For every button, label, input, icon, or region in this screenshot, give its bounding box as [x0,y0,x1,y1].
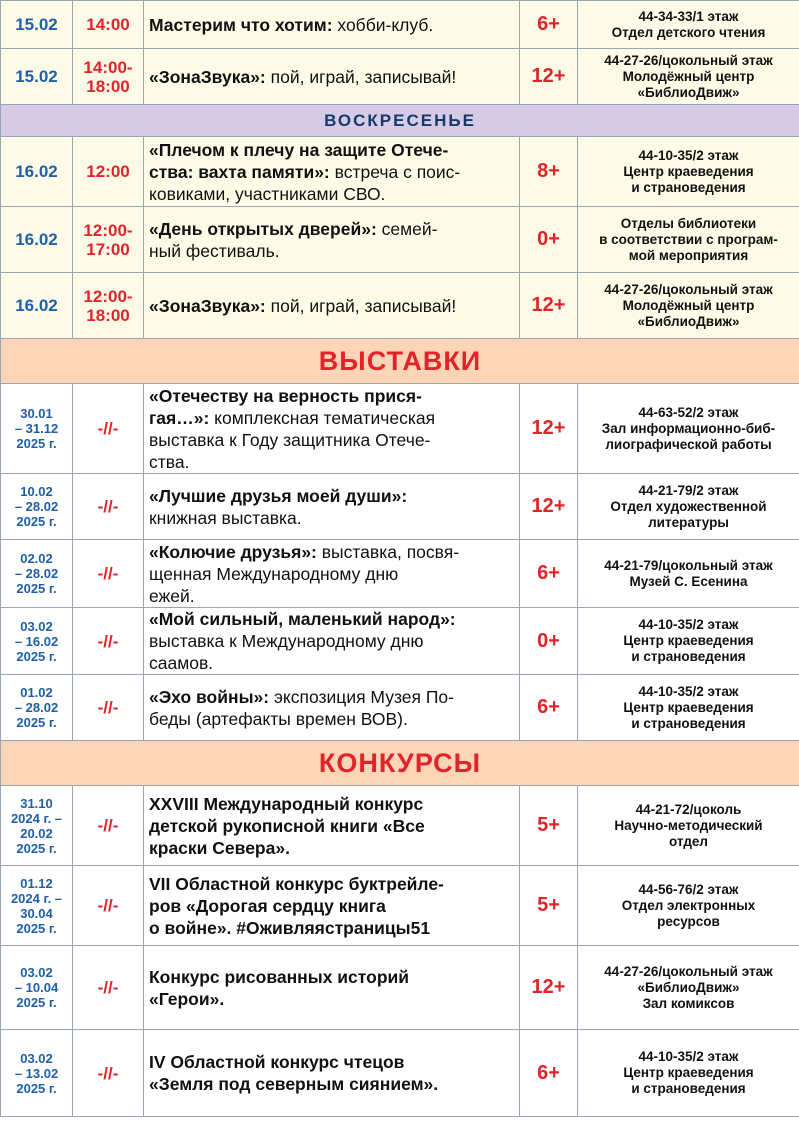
text-line: 20.02 [20,825,53,841]
event-row [1,1030,799,1117]
text-line: 2025 г. [16,715,57,730]
age-rating: 5+ [520,866,578,946]
desc-line [149,139,515,161]
text-line: – 13.02 [14,1065,59,1081]
event-location [578,946,799,1030]
event-row [1,384,799,474]
event-title: гая…»: [149,407,210,428]
text-line: 2025 г. [16,920,57,936]
age-rating: 12+ [520,946,578,1030]
text-line: 2024 г. – [10,810,63,826]
text-line: 44-10-35/2 этаж [638,683,739,699]
text-line: Центр краеведения [623,699,754,715]
event-date [1,675,73,741]
time-line: 17:00 [86,239,130,259]
text-line: 44-21-79/цокольный этаж [604,557,773,573]
text-line: – 28.02 [14,499,59,514]
desc-line [149,218,515,240]
event-date: 16.02 [1,273,73,339]
text-line: 01.02 [20,685,53,700]
text-line: и страноведения [631,179,746,195]
desc-line [149,686,515,708]
text-line: 03.02 [20,1050,53,1066]
event-date [1,786,73,866]
text-line: 2024 г. – [10,890,63,906]
text-line: «Герои». [149,988,225,1009]
text-line: Молодёжный центр [622,297,755,313]
time-line: 14:00- [83,57,133,77]
event-description [144,1030,520,1117]
event-time: -//- [73,946,144,1030]
event-time: -//- [73,540,144,608]
event-row [1,608,799,675]
age-rating: 6+ [520,675,578,741]
event-time [73,49,144,105]
event-row [1,786,799,866]
event-row [1,474,799,540]
event-text: ный фестиваль. [149,240,280,261]
event-text: хобби-клуб. [332,14,434,35]
text-line: отдел [669,833,708,849]
event-title: «Лучшие друзья моей души»: [149,485,408,506]
event-description [144,474,520,540]
age-rating: 12+ [520,273,578,339]
event-description [144,384,520,474]
text-line: 44-34-33/1 этаж [638,8,739,24]
event-description [144,49,520,105]
event-location [578,273,799,339]
text-line: 2025 г. [16,840,57,856]
desc-line [149,14,515,36]
event-text: беды (артефакты времен ВОВ). [149,708,408,729]
time-line: 12:00- [83,286,133,306]
event-text: выставка к Году защитника Отече- [149,429,431,450]
text-line: и страноведения [631,1081,746,1096]
age-rating: 0+ [520,207,578,273]
section-title: КОНКУРСЫ [1,741,799,786]
text-line: 44-10-35/2 этаж [638,617,739,632]
age-rating: 6+ [520,540,578,608]
event-time: -//- [73,866,144,946]
desc-line [149,585,515,607]
desc-line [149,385,515,407]
event-date: 15.02 [1,49,73,105]
text-line: – 28.02 [14,700,59,715]
desc-line [149,630,515,652]
text-line: 44-27-26/цокольный этаж [604,52,773,68]
desc-line [149,507,515,529]
section-title: ВОСКРЕСЕНЬЕ [1,105,799,137]
text-line: 44-21-79/2 этаж [638,482,739,498]
event-text: комплексная тематическая [209,407,436,428]
desc-line [149,541,515,563]
desc-line [149,66,515,88]
event-date [1,608,73,675]
event-row [1,540,799,608]
event-location [578,675,799,741]
event-date: 16.02 [1,207,73,273]
event-row [1,946,799,1030]
text-line: Отдел электронных [621,897,756,913]
event-row [1,137,799,207]
event-location [578,1030,799,1117]
event-location [578,137,799,207]
desc-line [149,652,515,674]
text-line: 44-27-26/цокольный этаж [604,281,773,297]
text-line: Зал комиксов [642,995,735,1011]
event-row [1,273,799,339]
age-rating: 8+ [520,137,578,207]
text-line: Музей С. Есенина [629,573,748,589]
event-location [578,786,799,866]
event-text: экспозиция Музея По- [269,686,454,707]
event-text: щенная Международному дню [149,563,399,584]
event-text: саамов. [149,653,214,673]
text-line: 44-10-35/2 этаж [638,1049,739,1064]
text-line: Отдел художественной [610,498,767,514]
text-line: Научно-методический [614,817,763,833]
section-contests [1,741,799,786]
event-description [144,137,520,207]
event-date [1,474,73,540]
text-line: XXVIII Международный конкурс [149,793,424,814]
text-line: мой мероприятия [628,247,749,263]
text-line: 03.02 [20,965,53,980]
text-line: Молодёжный центр [622,68,755,84]
event-time: -//- [73,786,144,866]
text-line: детской рукописной книги «Все [149,815,425,836]
age-rating: 6+ [520,1,578,49]
event-text: выставка к Международному дню [149,631,424,651]
event-date: 15.02 [1,1,73,49]
text-line: краски Севера». [149,837,290,858]
text-line: Отдел детского чтения [611,24,766,40]
text-line: 30.04 [20,905,53,921]
time-line: 18:00 [86,76,130,96]
desc-line [149,563,515,585]
event-description [144,1,520,49]
event-location [578,384,799,474]
event-title: «Плечом к плечу на защите Отече- [149,139,449,160]
event-text: выставка, посвя- [316,541,460,562]
event-title: «Эхо войны»: [149,686,270,707]
event-date [1,540,73,608]
event-title: «ЗонаЗвука»: [149,295,266,316]
desc-line [149,240,515,262]
event-date [1,866,73,946]
event-location [578,207,799,273]
event-text: книжная выставка. [149,507,302,528]
event-location [578,1,799,49]
event-text: ства. [149,451,190,472]
event-row [1,207,799,273]
desc-line [149,708,515,730]
event-time: -//- [73,474,144,540]
text-line: о войне». #Оживляястраницы51 [149,917,431,938]
text-line: «Земля под северным сиянием». [149,1074,439,1094]
section-sunday [1,105,799,137]
text-line: 2025 г. [16,436,57,451]
event-title: «Колючие друзья»: [149,541,317,562]
text-line: 2025 г. [16,995,57,1010]
desc-line [149,161,515,183]
event-location [578,608,799,675]
text-line: 44-56-76/2 этаж [638,881,739,897]
event-row [1,866,799,946]
event-row [1,1,799,49]
event-date [1,1030,73,1117]
text-line: «БиблиоДвиж» [637,979,740,995]
text-line: 2025 г. [16,514,57,529]
text-line: в соответствии с програм- [599,231,778,247]
text-line: 30.01 [20,406,53,421]
text-line: – 16.02 [14,633,59,649]
age-rating: 12+ [520,384,578,474]
event-description [144,207,520,273]
event-row [1,49,799,105]
age-rating: 0+ [520,608,578,675]
event-time: -//- [73,1030,144,1117]
event-time: -//- [73,675,144,741]
section-title: ВЫСТАВКИ [1,339,799,384]
event-location [578,540,799,608]
text-line: 44-27-26/цокольный этаж [604,963,773,979]
event-description [144,608,520,675]
text-line: – 28.02 [14,566,59,581]
text-line: 2025 г. [16,1080,57,1096]
age-rating: 6+ [520,1030,578,1117]
age-rating: 5+ [520,786,578,866]
event-title: «Отечеству на верность прися- [149,385,422,406]
text-line: Центр краеведения [623,633,754,648]
time-line: 12:00- [83,220,133,240]
event-description [144,946,520,1030]
event-description [144,540,520,608]
event-title: «День открытых дверей»: [149,218,377,239]
event-description [144,786,520,866]
text-line: Зал информационно-биб- [601,420,776,436]
age-rating: 12+ [520,474,578,540]
text-line: ресурсов [657,913,720,929]
event-title: ства: вахта памяти»: [149,161,330,182]
event-text: пой, играй, записывай! [265,295,457,316]
text-line: и страноведения [631,649,746,664]
event-title: «Мой сильный, маленький народ»: [149,609,456,629]
text-line: 2025 г. [16,648,57,664]
text-line: Отделы библиотеки [620,215,757,231]
text-line: «БиблиоДвиж» [637,313,740,329]
text-line: лиографической работы [605,436,772,452]
text-line: 44-10-35/2 этаж [638,147,739,163]
event-time: 14:00 [73,1,144,49]
age-rating: 12+ [520,49,578,105]
text-line: 01.12 [20,875,53,891]
text-line: 10.02 [20,484,53,499]
event-title: «ЗонаЗвука»: [149,66,266,87]
desc-line [149,183,515,205]
event-title: Мастерим что хотим: [149,14,333,35]
text-line: VII Областной конкурс буктрейле- [149,873,444,894]
text-line: 31.10 [20,795,53,811]
event-row [1,675,799,741]
desc-line [149,451,515,473]
text-line: 44-63-52/2 этаж [638,404,739,420]
event-time: 12:00 [73,137,144,207]
desc-line [149,608,515,630]
desc-line [149,295,515,317]
text-line: Центр краеведения [623,1065,754,1080]
desc-line [149,429,515,451]
event-text: встреча с поис- [329,161,461,182]
event-description [144,866,520,946]
event-date: 16.02 [1,137,73,207]
event-text: ковиками, участниками СВО. [149,183,386,204]
event-location [578,866,799,946]
text-line: – 31.12 [14,421,59,436]
event-time [73,273,144,339]
time-line: 18:00 [86,305,130,325]
event-text: семей- [376,218,438,239]
text-line: 02.02 [20,551,53,566]
event-time [73,207,144,273]
text-line: ров «Дорогая сердцу книга [149,895,386,916]
text-line: литературы [648,514,729,530]
desc-line [149,485,515,507]
text-line: IV Областной конкурс чтецов [149,1052,405,1072]
text-line: 2025 г. [16,581,57,596]
text-line: Центр краеведения [623,163,754,179]
text-line: «БиблиоДвиж» [637,84,740,100]
event-time: -//- [73,384,144,474]
text-line: – 10.04 [14,980,59,995]
text-line: 44-21-72/цоколь [635,801,742,817]
event-date [1,946,73,1030]
schedule-body [1,1,799,1117]
section-exhibitions [1,339,799,384]
event-text: ежей. [149,585,195,606]
event-location [578,474,799,540]
text-line: 03.02 [20,618,53,634]
event-location [578,49,799,105]
event-description [144,273,520,339]
text-line: Конкурс рисованных историй [149,966,410,987]
text-line: и страноведения [631,715,746,731]
event-text: пой, играй, записывай! [265,66,457,87]
desc-line [149,407,515,429]
event-description [144,675,520,741]
event-time: -//- [73,608,144,675]
event-date [1,384,73,474]
